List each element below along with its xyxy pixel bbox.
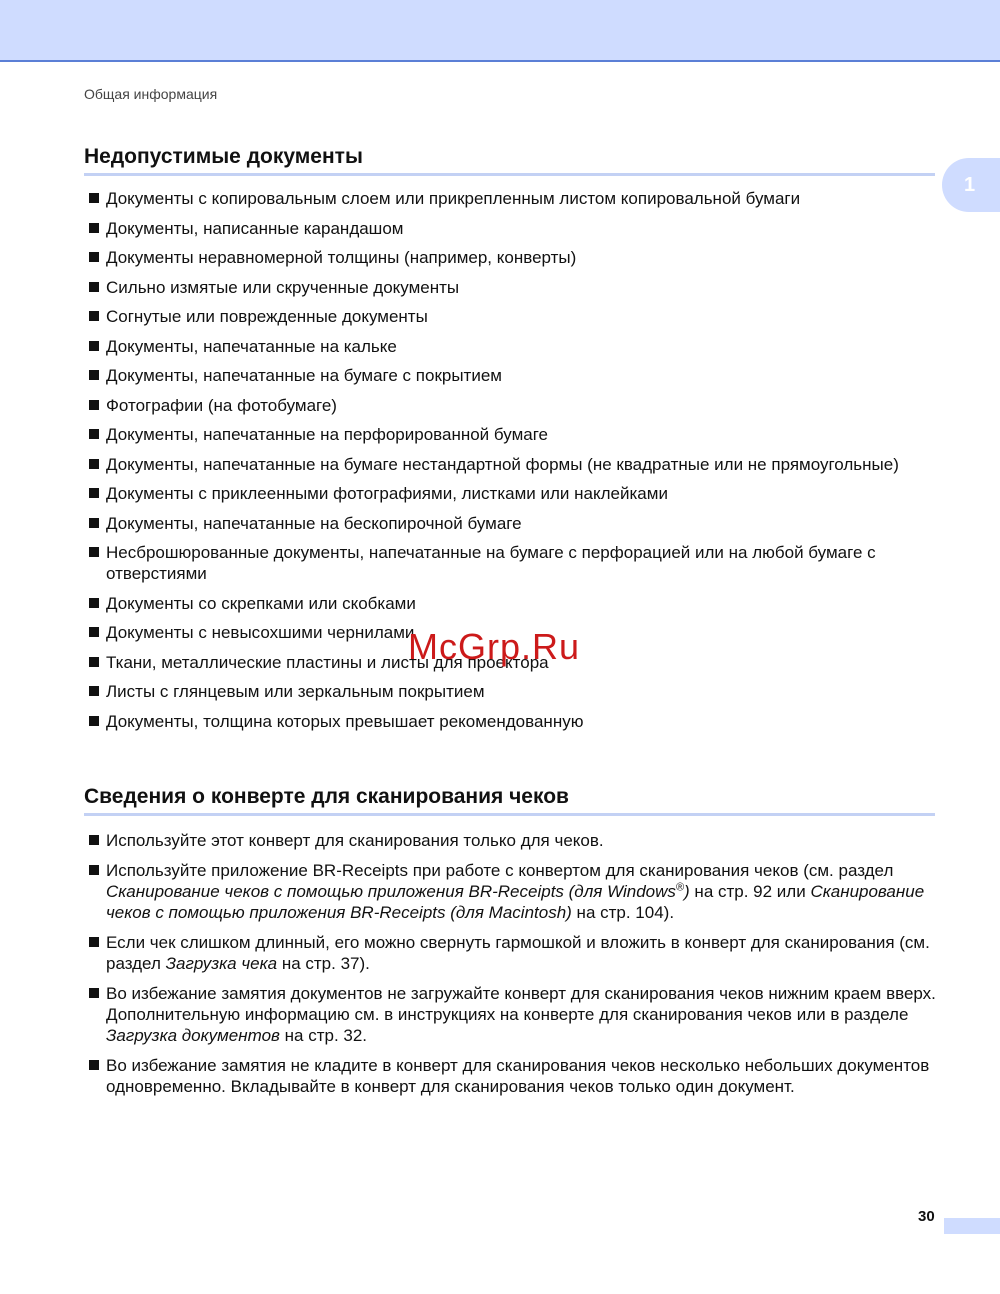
item-text: на стр. 37). — [277, 954, 370, 973]
list-item — [88, 830, 938, 851]
list-item: Документы с приклеенными фотографиями, листками или наклейками — [88, 483, 938, 504]
page-number: 30 — [918, 1208, 935, 1225]
list-item: Документы со скрепками или скобками — [88, 593, 938, 614]
page-tab — [944, 1218, 1000, 1234]
list-item — [88, 932, 938, 974]
list-item: Ткани, металлические пластины и листы для проектора — [88, 652, 938, 673]
cross-reference-link[interactable]: Сканирование чеков с помощью приложения BR-Receipts (для Macintosh) — [106, 882, 925, 922]
list-item: Документы, напечатанные на бескопирочной бумаге — [88, 513, 938, 534]
cross-reference-link[interactable]: Загрузка чека — [165, 954, 278, 973]
cross-reference-link[interactable]: Сканирование чеков с помощью приложения BR-Receipts (для Windows®) — [106, 881, 690, 901]
list-item — [88, 1055, 938, 1097]
item-text: Во избежание замятия не кладите в конверт для сканирования чеков несколько небольших документов одновременно. Вкладывайте в конверт для сканирования чеков только один документ. — [106, 1056, 930, 1096]
list-item: Документы с копировальным слоем или прикрепленным листом копировальной бумаги — [88, 188, 938, 209]
item-text: на стр. 92 или — [689, 882, 811, 901]
list-item: Документы, напечатанные на бумаге нестандартной формы (не квадратные или не прямоугольные) — [88, 454, 938, 475]
list-item: Несброшюрованные документы, напечатанные на бумаге с перфорацией или на любой бумаге с отверстиями — [88, 542, 938, 584]
item-text: Используйте приложение BR-Receipts при работе с конвертом для сканирования чеков (см. раздел — [106, 861, 894, 880]
breadcrumb: Общая информация — [84, 86, 218, 102]
list-item: Документы, написанные карандашом — [88, 218, 938, 239]
list-item: Сильно измятые или скрученные документы — [88, 277, 938, 298]
list-item: Фотографии (на фотобумаге) — [88, 395, 938, 416]
receipt-envelope-list — [88, 830, 938, 1106]
list-item: Согнутые или поврежденные документы — [88, 306, 938, 327]
item-text: Используйте этот конверт для сканирования только для чеков. — [106, 831, 604, 850]
section-title-receipt-envelope: Сведения о конверте для сканирования чеков — [84, 785, 935, 816]
list-item: Документы, толщина которых превышает рекомендованную — [88, 711, 938, 732]
item-text: Во избежание замятия документов не загружайте конверт для сканирования чеков нижним краем вверх. Дополнительную информацию см. в инструкциях на конверте для сканирования чеков или в разделе — [106, 984, 936, 1024]
chapter-tab[interactable]: 1 — [942, 158, 1000, 212]
section-title-unacceptable-documents: Недопустимые документы — [84, 145, 935, 176]
list-item: Листы с глянцевым или зеркальным покрытием — [88, 681, 938, 702]
list-item — [88, 983, 938, 1046]
list-item: Документы, напечатанные на бумаге с покрытием — [88, 365, 938, 386]
top-band — [0, 0, 1000, 62]
registered-mark: ® — [675, 881, 685, 894]
list-item — [88, 860, 938, 923]
item-text: на стр. 104). — [571, 903, 675, 922]
list-item: Документы, напечатанные на кальке — [88, 336, 938, 357]
cross-reference-link[interactable]: Загрузка документов — [106, 1026, 280, 1045]
list-item: Документы с невысохшими чернилами — [88, 622, 938, 643]
list-item: Документы неравномерной толщины (например, конверты) — [88, 247, 938, 268]
item-text: на стр. 32. — [279, 1026, 368, 1045]
watermark: McGrp.Ru — [408, 626, 581, 667]
list-item: Документы, напечатанные на перфорированной бумаге — [88, 424, 938, 445]
item-text: Если чек слишком длинный, его можно свернуть гармошкой и вложить в конверт для сканирования (см. раздел — [106, 933, 930, 973]
